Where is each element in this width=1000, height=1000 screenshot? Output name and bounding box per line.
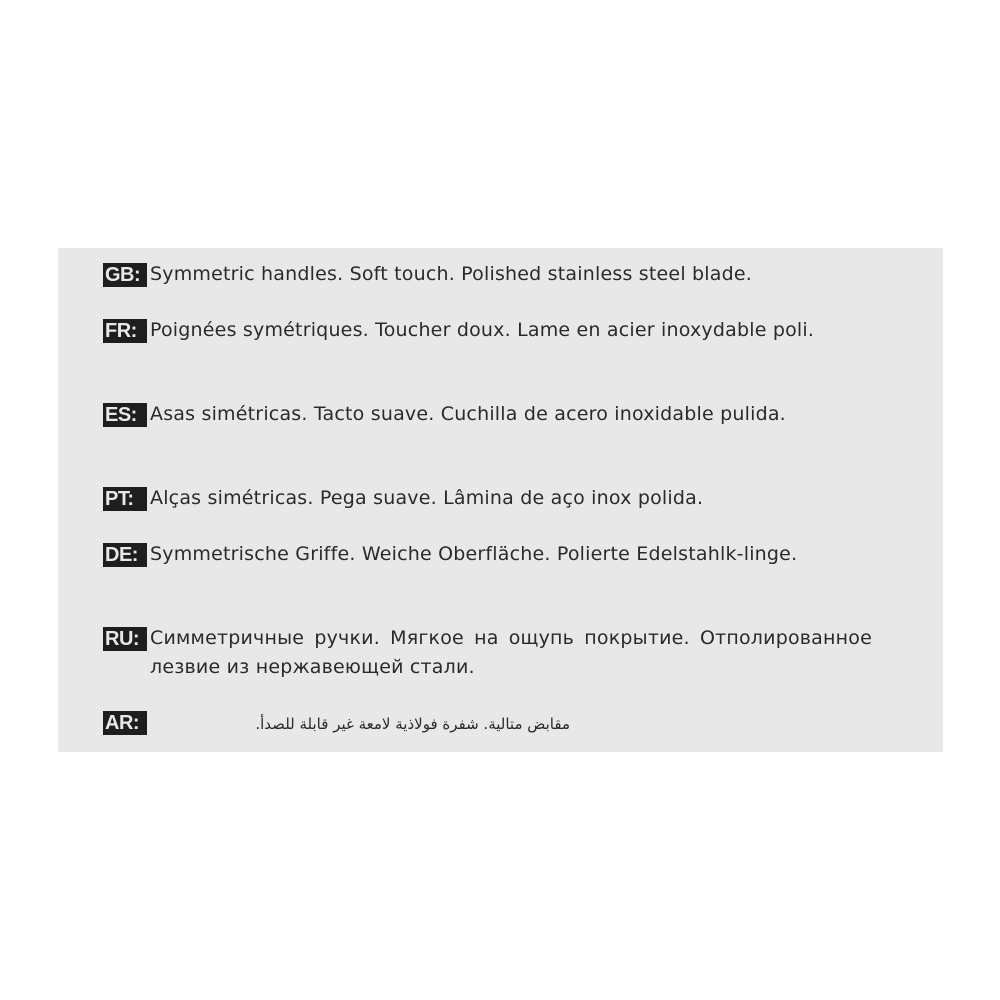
- language-code-gb: GB:: [103, 263, 147, 287]
- description-pt: Alças simétricas. Pega suave. Lâmina de aço inox polida.: [150, 487, 704, 509]
- language-code-ar: AR:: [103, 711, 147, 735]
- description-fr: Poignées symétriques. Toucher doux. Lame en acier inoxydable poli.: [150, 319, 815, 341]
- language-code-de: DE:: [103, 543, 147, 567]
- product-label: [58, 248, 943, 752]
- description-de: Symmetrische Griffe. Weiche Oberfläche. Polierte Edelstahlk-linge.: [150, 543, 798, 565]
- language-code-es: ES:: [103, 403, 147, 427]
- description-es: Asas simétricas. Tacto suave. Cuchilla de acero inoxidable pulida.: [150, 403, 786, 425]
- language-code-fr: FR:: [103, 319, 147, 343]
- description-gb: Symmetric handles. Soft touch. Polished stainless steel blade.: [150, 263, 753, 285]
- language-code-ru: RU:: [103, 627, 147, 651]
- description-ru: Симметричные ручки. Мягкое на ощупь покрытие. Отполированное лезвие из нержавеющей стали.: [150, 627, 872, 678]
- language-code-pt: PT:: [103, 487, 147, 511]
- description-ar: مقابض متالية. شفرة فولاذية لامعة غير قابلة للصدأ.: [255, 715, 570, 733]
